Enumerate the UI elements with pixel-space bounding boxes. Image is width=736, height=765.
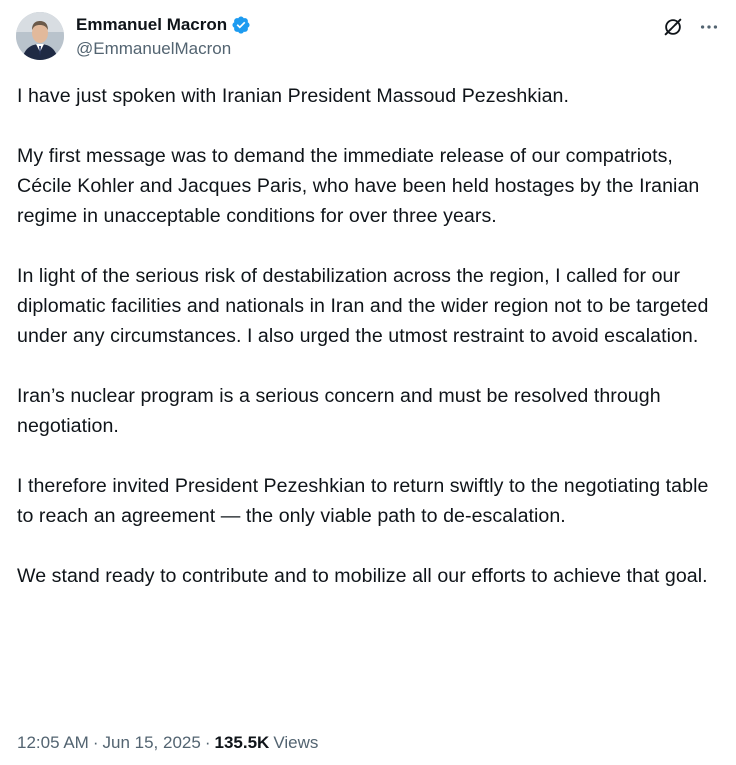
meta-separator: · xyxy=(92,733,99,752)
verified-badge-icon xyxy=(231,15,251,35)
grok-icon[interactable] xyxy=(662,16,684,38)
tweet-text xyxy=(17,81,723,591)
views-count: 135.5K xyxy=(214,733,270,752)
meta-separator: · xyxy=(204,733,211,752)
tweet-paragraph: My first message was to demand the immediate release of our compatriots, Cécile Kohler and Jacques Paris, who have been held hostages by the Iranian regime in unacceptable conditions for over three years. xyxy=(17,145,700,227)
tweet-time[interactable]: 12:05 AM xyxy=(17,733,89,752)
tweet-header xyxy=(16,12,720,64)
author-name-row xyxy=(76,14,251,36)
author-display-name[interactable]: Emmanuel Macron xyxy=(76,15,228,34)
tweet-paragraph: Iran’s nuclear program is a serious concern and must be resolved through negotiation. xyxy=(17,385,661,437)
tweet-paragraph: I therefore invited President Pezeshkian to return swiftly to the negotiating table to reach an agreement — the only viable path to de-escalation. xyxy=(17,475,709,527)
avatar[interactable] xyxy=(16,12,64,60)
views-label: Views xyxy=(273,733,319,752)
tweet-meta xyxy=(17,733,318,753)
author-info xyxy=(76,14,251,59)
tweet-date[interactable]: Jun 15, 2025 xyxy=(102,733,201,752)
tweet-paragraph: I have just spoken with Iranian President Massoud Pezeshkian. xyxy=(17,85,569,107)
tweet-paragraph: In light of the serious risk of destabilization across the region, I called for our diplomatic facilities and nationals in Iran and the wider region not to be targeted under any circumstances. I also urged the utmost restraint to avoid escalation. xyxy=(17,265,709,347)
author-handle[interactable]: @EmmanuelMacron xyxy=(76,39,232,58)
more-options-icon[interactable] xyxy=(698,16,720,38)
header-actions xyxy=(662,16,720,38)
tweet-paragraph: We stand ready to contribute and to mobilize all our efforts to achieve that goal. xyxy=(17,565,708,587)
